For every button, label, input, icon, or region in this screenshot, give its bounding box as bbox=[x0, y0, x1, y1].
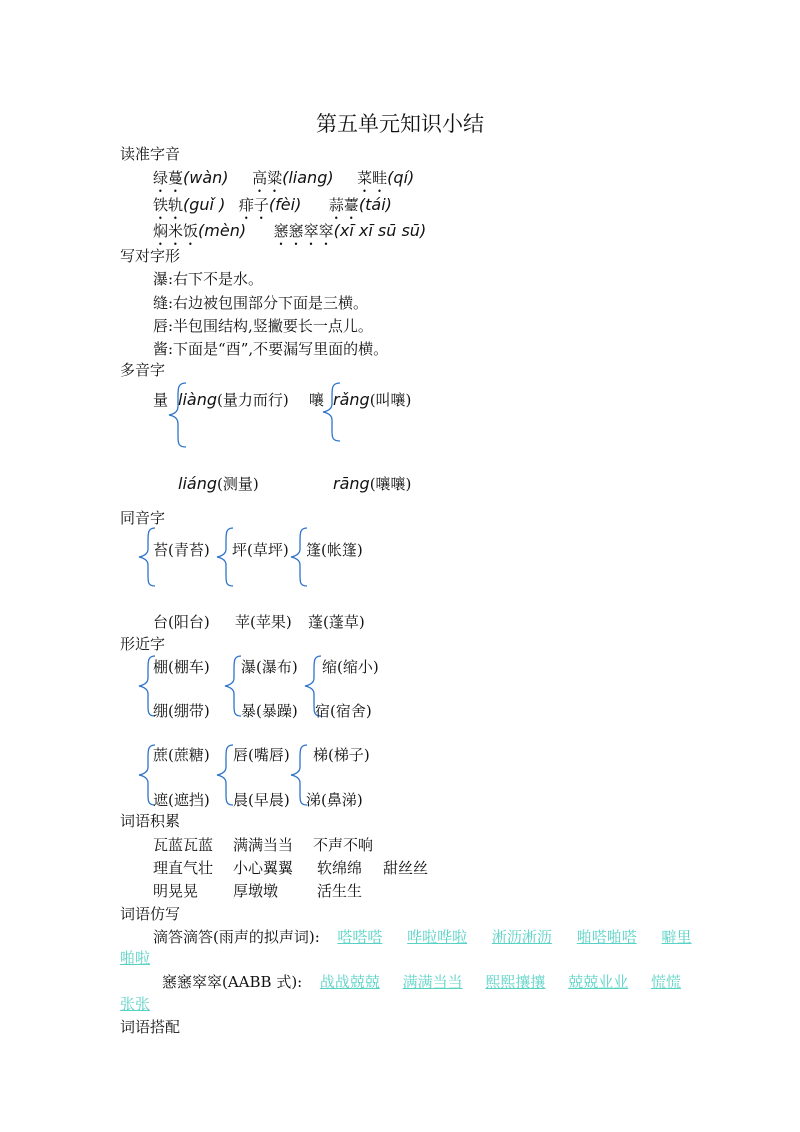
answer-link[interactable]: 慌慌 bbox=[651, 973, 682, 991]
section-heading-imitation: 词语仿写 bbox=[120, 905, 181, 923]
similar-char-bottom: 涕(鼻涕) bbox=[306, 791, 363, 809]
pron-pinyin: (xī xī sū sū) bbox=[333, 221, 427, 240]
section-heading-writing: 写对字形 bbox=[120, 247, 181, 265]
example-word: (叫嚷) bbox=[369, 391, 412, 409]
page-title: 第五单元知识小结 bbox=[316, 112, 484, 136]
section-heading-polyphones: 多音字 bbox=[120, 361, 166, 379]
answer-link[interactable]: 张张 bbox=[120, 995, 151, 1013]
imitation-prefix: 窸窸窣窣(AABB 式): bbox=[162, 973, 303, 991]
section-heading-vocab: 词语积累 bbox=[120, 812, 181, 830]
similar-char-top: 缩(缩小) bbox=[322, 658, 379, 676]
pron-pinyin: (tái) bbox=[358, 195, 392, 214]
similar-char-bottom: 遮(遮挡) bbox=[153, 791, 210, 809]
answer-link[interactable]: 淅沥淅沥 bbox=[491, 928, 552, 946]
polyphone-reading-2 bbox=[178, 473, 259, 494]
polyphone-reading-1 bbox=[333, 389, 411, 410]
pron-char: 高粱 bbox=[252, 169, 283, 187]
example-word: (嚷嚷) bbox=[369, 475, 412, 493]
polyphone-reading-1 bbox=[178, 389, 289, 410]
pron-row-3 bbox=[153, 220, 426, 249]
answer-link[interactable]: 啪嗒啪嗒 bbox=[576, 928, 637, 946]
pinyin: liáng bbox=[178, 474, 217, 493]
vocab-row-3 bbox=[153, 880, 362, 901]
polyphone-char: 嚷 bbox=[309, 391, 325, 409]
imitation-row-2 bbox=[162, 971, 681, 992]
similar-char-top: 梯(梯子) bbox=[313, 746, 370, 764]
vocab-row-2 bbox=[153, 857, 428, 878]
polyphone-reading-2 bbox=[333, 473, 411, 494]
vocab-word: 软绵绵 bbox=[317, 859, 363, 877]
writing-note: 酱:下面是“酉”,不要漏写里面的横。 bbox=[153, 340, 389, 358]
vocab-word: 甜丝丝 bbox=[383, 859, 429, 877]
similar-char-top: 唇(嘴唇) bbox=[233, 746, 290, 764]
answer-link[interactable]: 熙熙攘攘 bbox=[485, 973, 546, 991]
homophone-bottom: 台(阳台) bbox=[153, 613, 210, 631]
pron-char: 窸窸窣窣 bbox=[273, 222, 334, 240]
homophone-top: 坪(草坪) bbox=[232, 541, 289, 559]
vocab-word: 明晃晃 bbox=[153, 882, 199, 900]
vocab-word: 小心翼翼 bbox=[233, 859, 294, 877]
similar-char-top: 棚(棚车) bbox=[153, 658, 210, 676]
imitation-row-1-wrap bbox=[120, 947, 150, 968]
pron-row-2 bbox=[153, 194, 392, 223]
example-word: (测量) bbox=[217, 475, 259, 493]
pron-pinyin: (wàn) bbox=[183, 168, 229, 187]
writing-note: 唇:半包围结构,竖撇要长一点儿。 bbox=[153, 317, 373, 335]
imitation-prefix: 滴答滴答(雨声的拟声词): bbox=[153, 928, 320, 946]
pron-char: 菜畦 bbox=[357, 169, 388, 187]
similar-char-top: 瀑(瀑布) bbox=[241, 658, 298, 676]
imitation-row-1 bbox=[153, 926, 692, 947]
vocab-row-1 bbox=[153, 834, 373, 855]
answer-link[interactable]: 兢兢业业 bbox=[568, 973, 629, 991]
similar-char-bottom: 绷(绷带) bbox=[153, 702, 210, 720]
pron-pinyin: (mèn) bbox=[198, 221, 247, 240]
similar-char-top: 蔗(蔗糖) bbox=[153, 746, 210, 764]
pron-char: 焖米饭 bbox=[153, 222, 199, 240]
pron-pinyin: (qí) bbox=[387, 168, 415, 187]
vocab-word: 厚墩墩 bbox=[233, 882, 279, 900]
answer-link[interactable]: 嗒嗒嗒 bbox=[337, 928, 383, 946]
vocab-word: 活生生 bbox=[317, 882, 363, 900]
pron-char: 痱子 bbox=[238, 196, 269, 214]
homophone-bottom: 蓬(蓬草) bbox=[308, 613, 365, 631]
imitation-row-2-wrap bbox=[120, 993, 150, 1014]
vocab-word: 理直气壮 bbox=[153, 859, 214, 877]
homophone-top: 篷(帐篷) bbox=[306, 541, 363, 559]
answer-link[interactable]: 满满当当 bbox=[402, 973, 463, 991]
pinyin: rǎng bbox=[333, 390, 370, 409]
pron-char: 蒜薹 bbox=[328, 196, 359, 214]
pron-char: 铁轨 bbox=[153, 196, 184, 214]
pron-char: 绿蔓 bbox=[153, 169, 184, 187]
polyphone-char: 量 bbox=[153, 391, 169, 409]
pron-pinyin: (fèi) bbox=[268, 195, 302, 214]
section-heading-homophones: 同音字 bbox=[120, 509, 166, 527]
section-heading-similar: 形近字 bbox=[120, 635, 166, 653]
homophone-top: 苔(青苔) bbox=[153, 541, 210, 559]
similar-char-bottom: 晨(早晨) bbox=[233, 791, 290, 809]
vocab-word: 瓦蓝瓦蓝 bbox=[153, 836, 214, 854]
pinyin: liàng bbox=[178, 390, 217, 409]
writing-note: 缝:右边被包围部分下面是三横。 bbox=[153, 294, 369, 312]
example-word: (量力而行) bbox=[217, 391, 289, 409]
similar-char-bottom: 宿(宿舍) bbox=[315, 702, 372, 720]
homophone-bottom: 苹(苹果) bbox=[235, 613, 292, 631]
answer-link[interactable]: 哗啦哗啦 bbox=[407, 928, 468, 946]
similar-char-bottom: 暴(暴躁) bbox=[241, 702, 298, 720]
answer-link[interactable]: 战战兢兢 bbox=[319, 973, 380, 991]
writing-note: 瀑:右下不是水。 bbox=[153, 270, 264, 288]
pinyin: rāng bbox=[333, 474, 370, 493]
pron-pinyin: (guǐ ) bbox=[183, 195, 226, 214]
section-heading-pronunciation: 读准字音 bbox=[120, 145, 181, 163]
pron-row-1 bbox=[153, 167, 414, 196]
pron-pinyin: (liang) bbox=[282, 168, 334, 187]
vocab-word: 不声不响 bbox=[313, 836, 374, 854]
answer-link[interactable]: 啪啦 bbox=[120, 949, 151, 967]
answer-link[interactable]: 噼里 bbox=[661, 928, 692, 946]
vocab-word: 满满当当 bbox=[233, 836, 294, 854]
section-heading-collocation: 词语搭配 bbox=[120, 1018, 181, 1036]
